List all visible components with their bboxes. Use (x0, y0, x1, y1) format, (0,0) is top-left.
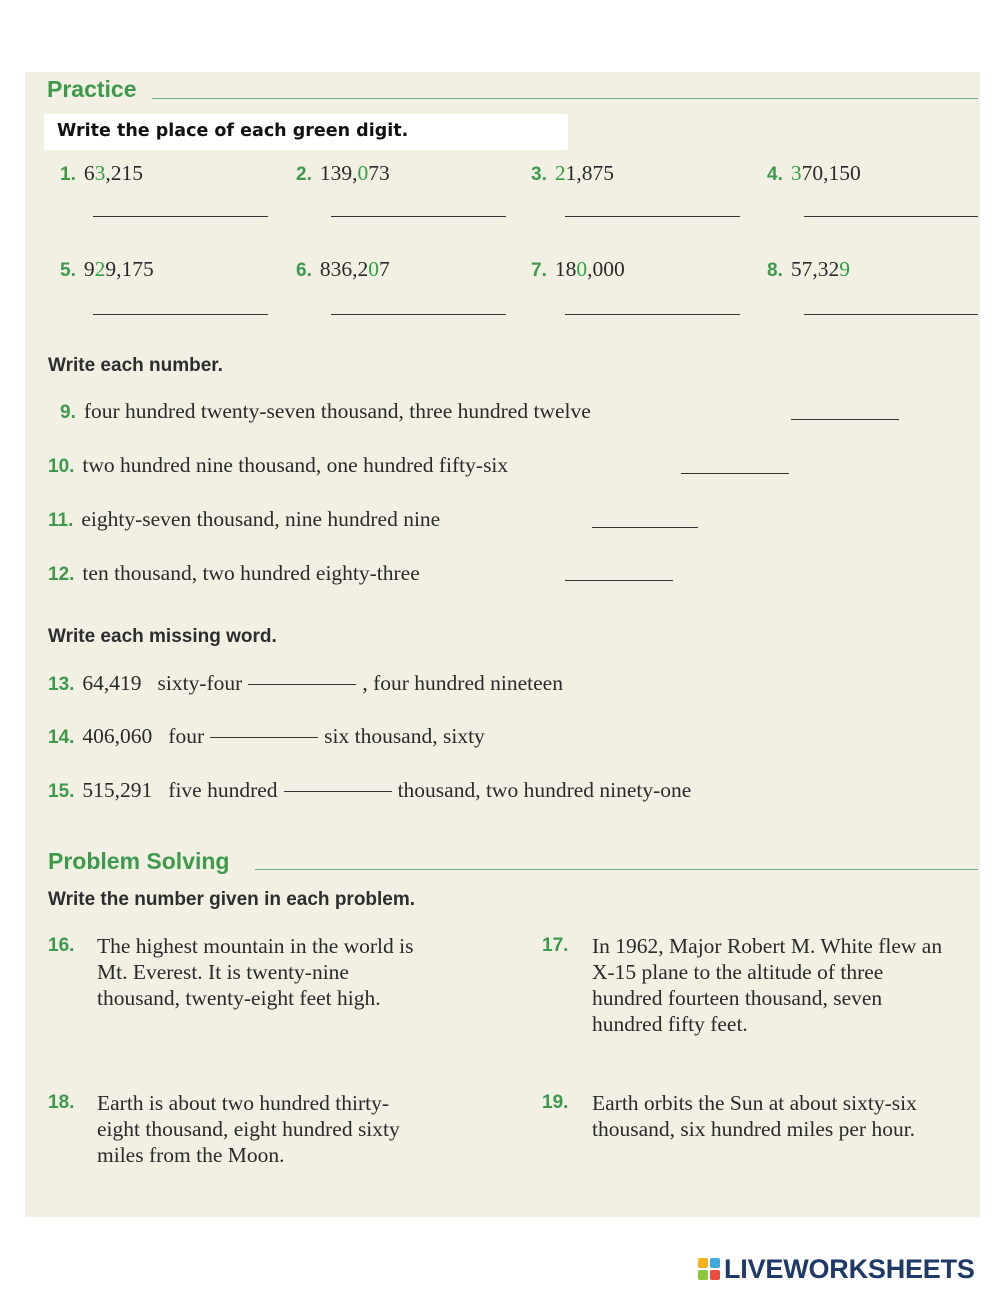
answer-blank-7[interactable] (565, 314, 740, 315)
problem-number-18: 18. (48, 1092, 75, 1113)
practice-item-1: 1. 63,215 (60, 161, 143, 185)
problem-solving-rule (255, 869, 978, 870)
answer-blank-4[interactable] (804, 216, 978, 217)
answer-blank-5[interactable] (93, 314, 268, 315)
write-number-directions: Write each number. (48, 355, 223, 376)
answer-blank-9[interactable] (791, 419, 899, 420)
problem-solving-title: Problem Solving (48, 848, 230, 874)
practice-item-6: 6. 836,207 (296, 257, 390, 281)
green-digit: 2 (94, 257, 106, 281)
practice-item-7: 7. 180,000 (531, 257, 625, 281)
answer-blank-11[interactable] (592, 527, 698, 528)
practice-title: Practice (47, 76, 137, 102)
liveworksheets-logo-text: LIVEWORKSHEETS (724, 1254, 975, 1284)
problem-text-17: In 1962, Major Robert M. White flew an X-15 plane to the altitude of three hundred fourteen thousand, seven hundred fifty feet. (592, 934, 943, 1036)
green-digit: 2 (554, 161, 566, 185)
problem-solving-directions: Write the number given in each problem. (48, 889, 416, 910)
answer-blank-13[interactable] (248, 683, 356, 685)
green-digit: 0 (576, 257, 588, 281)
green-digit: 0 (368, 257, 379, 281)
liveworksheets-logo-icon (698, 1258, 720, 1280)
green-digit: 3 (94, 161, 106, 185)
write-number-item-9: 9. four hundred twenty-seven thousand, three hundred twelve (60, 399, 591, 423)
missing-word-directions: Write each missing word. (48, 626, 277, 647)
problem-number-19: 19. (542, 1092, 569, 1113)
answer-blank-15[interactable] (284, 790, 392, 792)
write-number-item-11: 11. eighty-seven thousand, nine hundred nine (48, 507, 441, 531)
write-number-item-12: 12. ten thousand, two hundred eighty-three (48, 561, 420, 585)
missing-word-item-13: 13. 64,419 sixty-four , four hundred nineteen (48, 671, 563, 695)
answer-blank-14[interactable] (210, 736, 318, 738)
practice-item-5: 5. 929,175 (60, 257, 154, 281)
answer-blank-1[interactable] (93, 216, 268, 217)
practice-instruction: Write the place of each green digit. (57, 121, 409, 141)
practice-item-2: 2. 139,073 (296, 161, 390, 185)
green-digit: 3 (790, 161, 802, 185)
answer-blank-6[interactable] (331, 314, 506, 315)
missing-word-item-14: 14. 406,060 four six thousand, sixty (48, 724, 485, 748)
practice-rule (152, 98, 978, 99)
problem-text-19: Earth orbits the Sun at about sixty-six thousand, six hundred miles per hour. (592, 1091, 917, 1141)
answer-blank-12[interactable] (565, 580, 673, 581)
practice-item-8: 8. 57,329 (767, 257, 850, 281)
problem-number-16: 16. (48, 935, 75, 956)
write-number-item-10: 10. two hundred nine thousand, one hundred fifty-six (48, 453, 509, 477)
problem-text-18: Earth is about two hundred thirty-eight thousand, eight hundred sixty miles from the Moon. (97, 1091, 400, 1167)
green-digit: 9 (839, 257, 850, 281)
answer-blank-8[interactable] (804, 314, 978, 315)
green-digit: 0 (357, 161, 369, 185)
practice-item-4: 4. 370,150 (767, 161, 861, 185)
answer-blank-10[interactable] (681, 473, 789, 474)
problem-number-17: 17. (542, 935, 569, 956)
answer-blank-3[interactable] (565, 216, 740, 217)
missing-word-item-15: 15. 515,291 five hundred thousand, two hundred ninety-one (48, 778, 692, 802)
answer-blank-2[interactable] (331, 216, 506, 217)
practice-item-3: 3. 21,875 (531, 161, 614, 185)
problem-text-16: The highest mountain in the world is Mt. Everest. It is twenty-nine thousand, twenty-eight feet high. (97, 934, 414, 1010)
